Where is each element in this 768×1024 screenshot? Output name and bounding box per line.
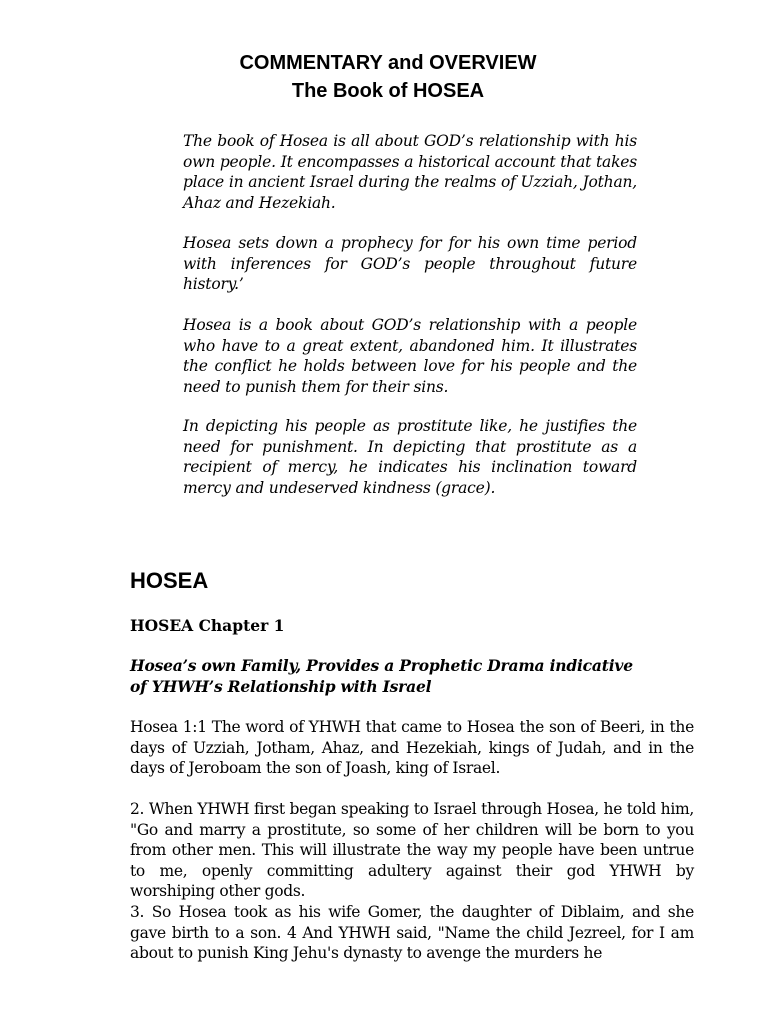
body-paragraph-2: 2. When YHWH first began speaking to Israel through Hosea, he told him, "Go and marry a prostitute, so some of her children will be born to you from other men. This will illustrate the way my people have been untrue to me, openly committing adultery against their god YHWH by worshiping other gods. (130, 800, 694, 900)
intro-paragraph-3: Hosea is a book about GOD’s relationship with a people who have to a great extent, abandoned him. It illustrates the conflict he holds between love for his people and the need to punish them for their sins. (183, 316, 637, 396)
chapter-heading: HOSEA Chapter 1 (130, 616, 285, 635)
intro-paragraph-4: In depicting his people as prostitute like, he justifies the need for punishment. In depicting that prostitute as a recipient of mercy, he indicates his inclination toward mercy and undeserved kindness (grace). (183, 417, 637, 497)
intro-paragraph-2: Hosea sets down a prophecy for for his own time period with inferences for GOD’s people throughout future history.’ (183, 234, 637, 293)
body-paragraph-3: 3. So Hosea took as his wife Gomer, the daughter of Diblaim, and she gave birth to a son. 4 And YHWH said, "Name the child Jezreel, for I am about to punish King Jehu's dynasty to avenge the murders he (130, 903, 694, 962)
intro-paragraph-1: The book of Hosea is all about GOD’s relationship with his own people. It encompasses a historical account that takes place in ancient Israel during the realms of Uzziah, Jothan, Ahaz and Hezekiah. (183, 132, 637, 212)
body-paragraph-1: Hosea 1:1 The word of YHWH that came to Hosea the son of Beeri, in the days of Uzziah, Jotham, Ahaz, and Hezekiah, kings of Judah, and in the days of Jeroboam the son of Joash, king of Israel. (130, 718, 694, 777)
chapter-subtitle: Hosea’s own Family, Provides a Prophetic Drama indicative of YHWH’s Relationship with Israel (130, 656, 633, 696)
section-heading: HOSEA (130, 568, 209, 593)
document-title-line2: The Book of HOSEA (291, 80, 485, 102)
document-title-line1: COMMENTARY and OVERVIEW (239, 52, 537, 74)
